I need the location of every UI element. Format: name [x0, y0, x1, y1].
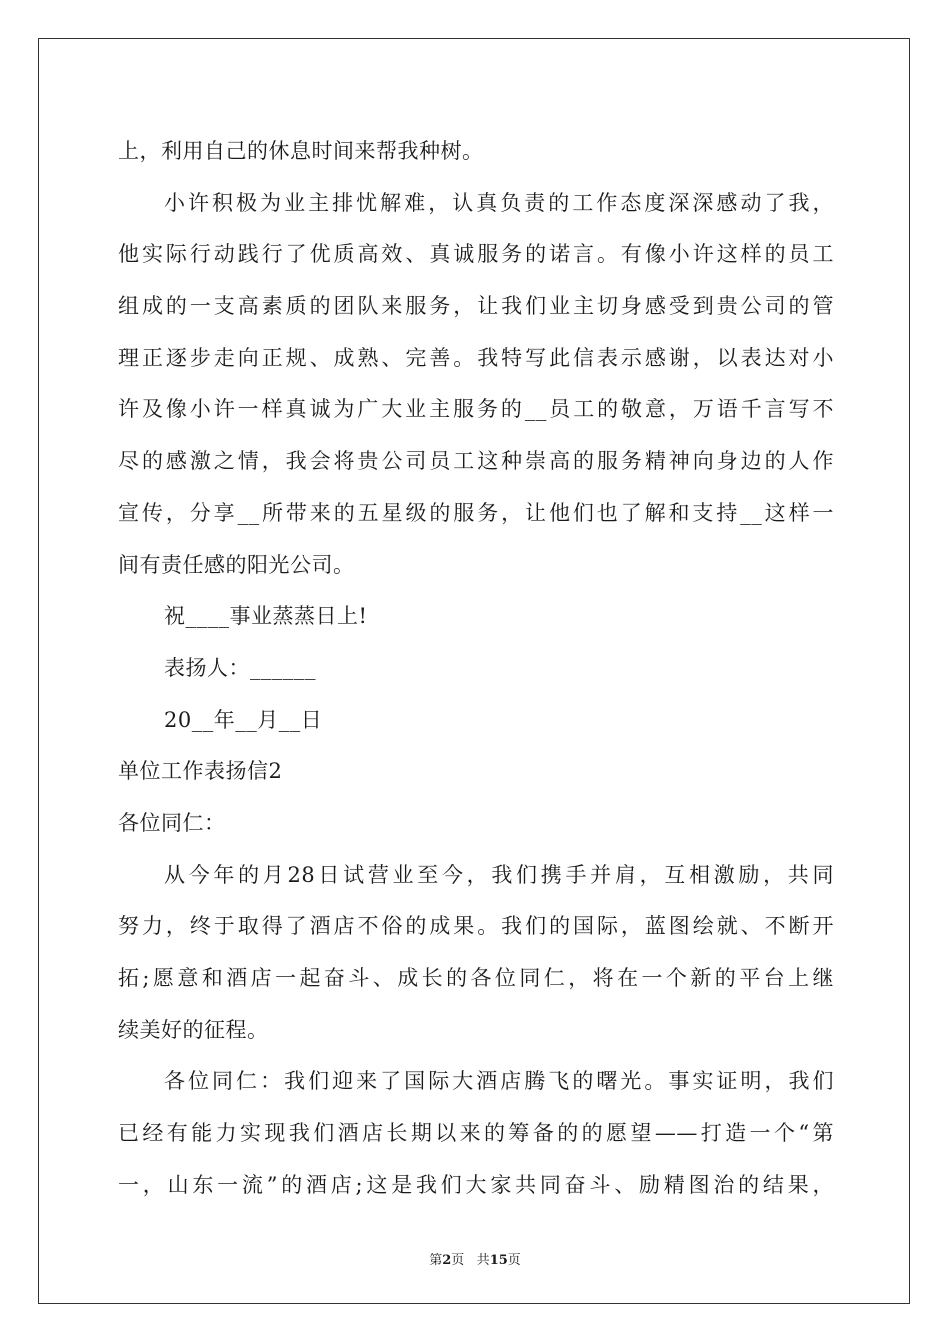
text-line: 一，山东一流”的酒店;这是我们大家共同奋斗、励精图治的结果， [118, 1172, 834, 1197]
text-line: 单位工作表扬信2 [118, 759, 283, 784]
text-line: 理正逐步走向正规、成熟、完善。我特写此信表示感谢，以表达对小 [118, 345, 834, 370]
text-line: 努力，终于取得了酒店不俗的成果。我们的国际，蓝图绘就、不断开 [118, 914, 834, 939]
text-line: 宣传，分享__所带来的五星级的服务，让他们也了解和支持__这样一 [118, 500, 834, 525]
total-prefix: 共 [476, 1253, 490, 1268]
text-line: 祝____事业蒸蒸日上! [164, 604, 368, 629]
text-line: 间有责任感的阳光公司。 [118, 552, 355, 577]
text-line: 表扬人：______ [164, 655, 316, 680]
text-line: 尽的感激之情，我会将贵公司员工这种崇高的服务精神向身边的人作 [118, 449, 834, 474]
text-line: 各位同仁：我们迎来了国际大酒店腾飞的曙光。事实证明，我们 [164, 1069, 834, 1094]
text-line: 已经有能力实现我们酒店长期以来的筹备的的愿望——打造一个“第 [118, 1121, 834, 1146]
text-line: 续美好的征程。 [118, 1017, 269, 1042]
text-line: 组成的一支高素质的团队来服务，让我们业主切身感受到贵公司的管 [118, 294, 834, 319]
page-suffix: 页 [451, 1253, 465, 1268]
text-line: 上，利用自己的休息时间来帮我种树。 [118, 139, 484, 163]
page-footer [0, 1249, 950, 1268]
text-line: 拓;愿意和酒店一起奋斗、成长的各位同仁，将在一个新的平台上继 [118, 966, 834, 990]
text-line: 许及像小许一样真诚为广大业主服务的__员工的敬意，万语千言写不 [118, 397, 834, 422]
document-body [118, 126, 834, 1211]
text-line: 从今年的月28日试营业至今，我们携手并肩，互相激励，共同 [164, 862, 834, 887]
page-prefix: 第 [429, 1253, 443, 1268]
total-suffix: 页 [507, 1253, 521, 1268]
text-line: 小许积极为业主排忧解难，认真负责的工作态度深深感动了我， [164, 190, 834, 215]
text-line: 20__年__月__日 [164, 707, 323, 732]
text-line: 各位同仁： [118, 810, 226, 835]
total-pages: 15 [489, 1253, 508, 1268]
text-line: 他实际行动践行了优质高效、真诚服务的诺言。有像小许这样的员工 [118, 242, 834, 267]
page-number: 2 [442, 1253, 452, 1268]
